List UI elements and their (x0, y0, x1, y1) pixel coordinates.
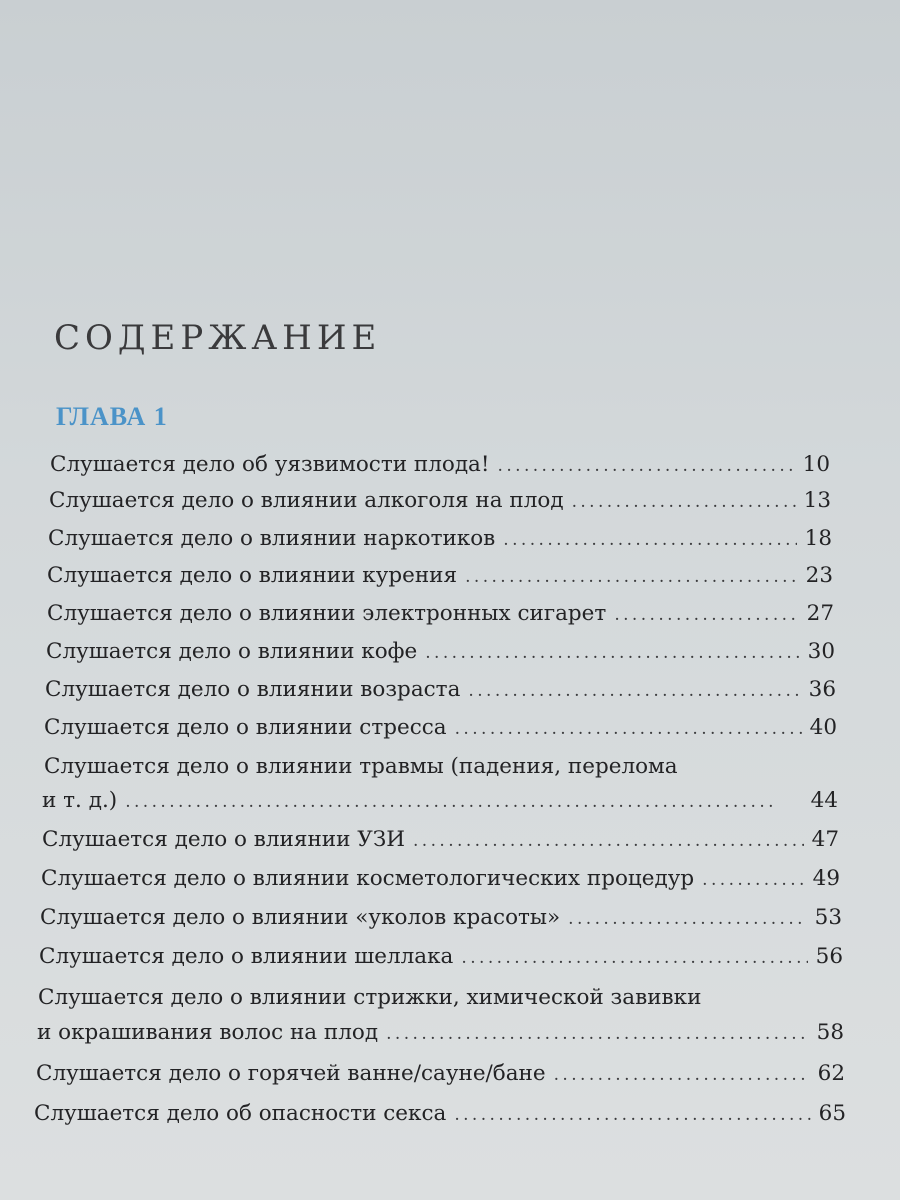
dot-leader (568, 909, 806, 929)
toc-entry (37, 1020, 844, 1045)
toc-entry-page: 30 (807, 639, 835, 664)
toc-entry (49, 488, 831, 513)
toc-entry-page: 53 (814, 905, 842, 930)
toc-entry-page: 10 (802, 452, 830, 477)
toc-entry-title: Слушается дело об уязвимости плода! (50, 452, 490, 477)
dot-leader (503, 530, 796, 550)
toc-entry-page: 56 (815, 944, 843, 969)
dot-leader (572, 492, 796, 512)
toc-entry-title: Слушается дело о влиянии возраста (45, 677, 461, 702)
chapter-title: ГЛАВА 1 (56, 402, 168, 431)
toc-entry-page: 36 (808, 677, 836, 702)
toc-entry (34, 1101, 846, 1126)
toc-entry (45, 677, 836, 702)
toc-entry (47, 563, 833, 588)
toc-entry (48, 526, 832, 551)
dot-leader (465, 567, 798, 587)
toc-entry (42, 788, 838, 813)
toc-entry-title: Слушается дело о влиянии УЗИ (42, 827, 405, 852)
toc-entry (44, 715, 837, 740)
toc-entry-title: Слушается дело о влиянии кофе (46, 639, 418, 664)
dot-leader (454, 1105, 810, 1125)
dot-leader (425, 643, 799, 663)
toc-entry (40, 905, 842, 930)
toc-entry-page: 40 (809, 715, 837, 740)
toc-entry (36, 1061, 845, 1086)
toc-entry-title-line1: Слушается дело о влиянии стрижки, химической завивки (38, 985, 702, 1010)
dot-leader (614, 605, 798, 625)
toc-entry-page: 13 (803, 488, 831, 513)
dot-leader (413, 831, 804, 851)
dot-leader (386, 1024, 809, 1044)
toc-entry-title: Слушается дело о влиянии стресса (44, 715, 447, 740)
toc-entry-title: Слушается дело о влиянии курения (47, 563, 458, 588)
toc-entry-title: и окрашивания волос на плод (37, 1020, 379, 1045)
dot-leader (554, 1065, 810, 1085)
toc-entry (39, 944, 843, 969)
toc-entry-title: Слушается дело о влиянии косметологических процедур (41, 866, 695, 891)
toc-entry-page: 58 (816, 1020, 844, 1045)
dot-leader (125, 792, 802, 812)
toc-entry-title: Слушается дело об опасности секса (34, 1101, 447, 1126)
toc-entry-title: Слушается дело о влиянии «уколов красоты» (40, 905, 561, 930)
toc-entry-title: и т. д.) (42, 788, 118, 813)
dot-leader (461, 948, 807, 968)
toc-entry-page: 47 (811, 827, 839, 852)
toc-entry (42, 827, 839, 852)
toc-entry-title: Слушается дело о влиянии шеллака (39, 944, 454, 969)
dot-leader (468, 681, 800, 701)
toc-entry-title: Слушается дело о влиянии электронных сигарет (47, 601, 607, 626)
toc-entry (41, 866, 840, 891)
toc-entry-page: 44 (810, 788, 838, 813)
toc-entry-page: 49 (812, 866, 840, 891)
toc-entry-title-line1: Слушается дело о влиянии травмы (падения, перелома (44, 754, 678, 779)
dot-leader (455, 719, 802, 739)
toc-entry-page: 27 (806, 601, 834, 626)
toc-entry (50, 452, 830, 477)
toc-entry-page: 23 (805, 563, 833, 588)
dot-leader (702, 870, 805, 890)
toc-entry (46, 639, 835, 664)
toc-entry-title: Слушается дело о влиянии алкоголя на плод (49, 488, 564, 513)
toc-entry-title: Слушается дело о горячей ванне/сауне/бане (36, 1061, 546, 1086)
toc-entry-title: Слушается дело о влиянии наркотиков (48, 526, 496, 551)
toc-entry (47, 601, 834, 626)
dot-leader (498, 456, 795, 476)
toc-entry-page: 62 (817, 1061, 845, 1086)
toc-entry-page: 18 (804, 526, 832, 551)
contents-heading: СОДЕРЖАНИЕ (54, 318, 382, 358)
toc-entry-page: 65 (818, 1101, 846, 1126)
